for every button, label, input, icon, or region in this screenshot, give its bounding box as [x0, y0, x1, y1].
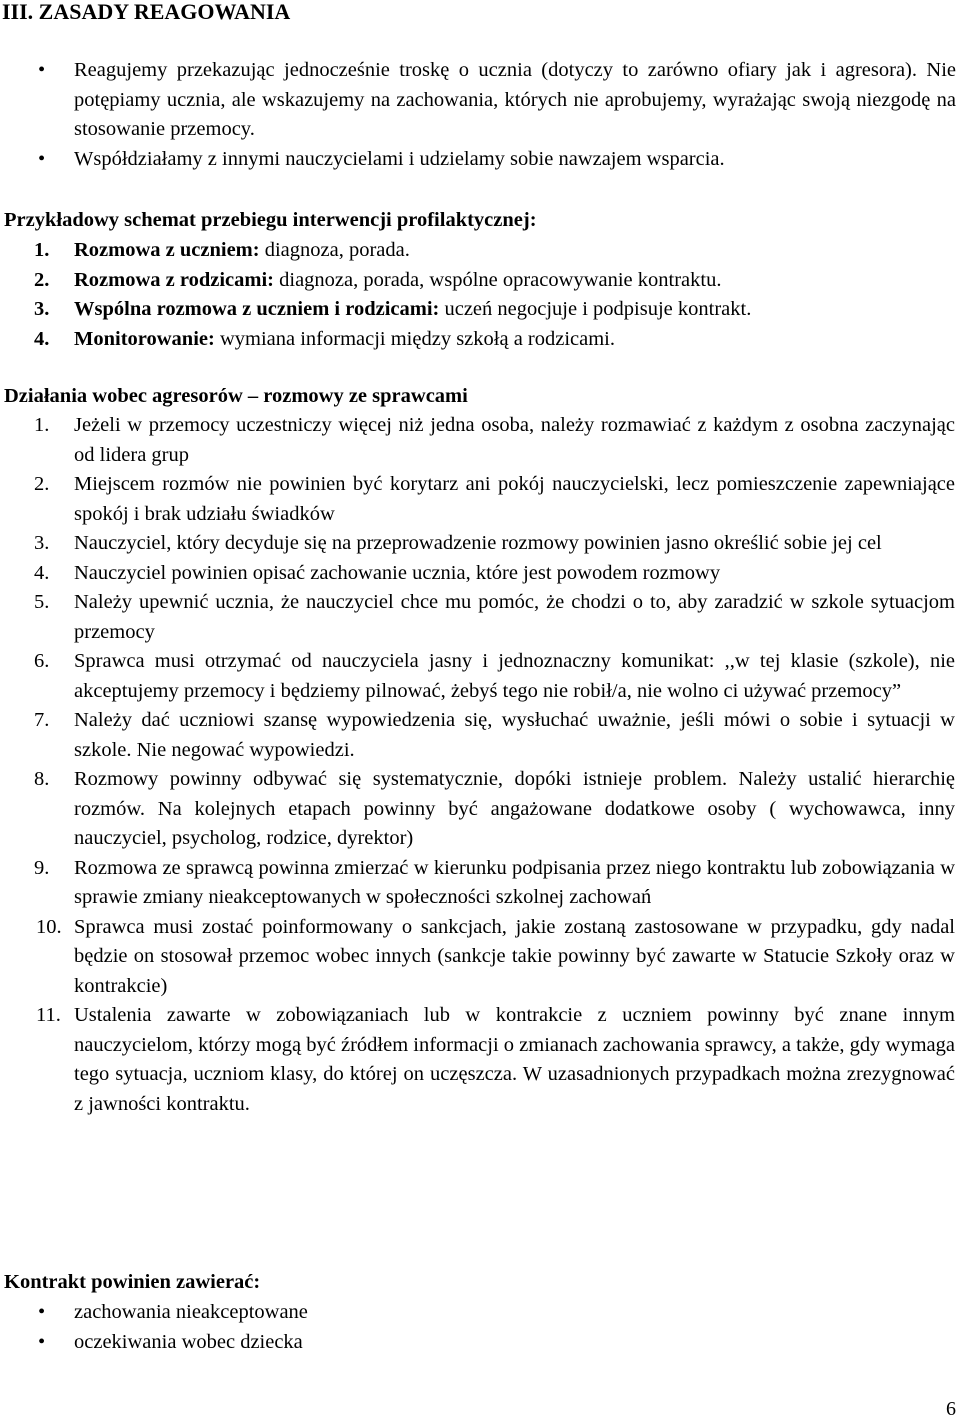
list-item	[4, 470, 955, 529]
step-label: Monitorowanie:	[74, 327, 215, 350]
list-item	[4, 647, 955, 706]
list-item	[4, 411, 955, 470]
list-item: • oczekiwania wobec dziecka	[38, 1327, 308, 1357]
list-item	[4, 559, 955, 589]
item-number: 4.	[34, 327, 50, 350]
list-item: • Reagujemy przekazując jednocześnie troskę o ucznia (dotyczy to zarówno ofiary jak i agresora). Nie potępiamy ucznia, ale wskazujemy na zachowania, których nie aprobujemy, wyrażając swoją niezgodę na stosowanie przemocy.	[38, 56, 956, 145]
item-number: 1.	[34, 414, 50, 436]
item-text: Należy dać uczniowi szansę wypowiedzenia się, wysłuchać uważnie, jeśli mówi o sobie i sytuacji w szkole. Nie negować wypowiedzi.	[74, 709, 955, 761]
list-item	[4, 765, 955, 854]
section-heading: III. ZASADY REAGOWANIA	[2, 0, 291, 24]
list-item	[4, 854, 955, 913]
list-item	[4, 325, 954, 355]
item-text: Należy upewnić ucznia, że nauczyciel chce mu pomóc, że chodzi o to, aby zaradzić w szkole sytuacjom przemocy	[74, 591, 955, 643]
list-item	[4, 236, 954, 266]
contract-list	[38, 1297, 308, 1357]
step-label: Wspólna rozmowa z uczniem i rodzicami:	[74, 298, 440, 320]
contract-title: Kontrakt powinien zawierać:	[4, 1271, 261, 1293]
list-item	[4, 706, 955, 765]
actions-title: Działania wobec agresorów – rozmowy ze sprawcami	[4, 385, 468, 407]
item-number: 11.	[36, 1004, 61, 1026]
list-item	[4, 529, 955, 559]
intervention-steps	[4, 236, 954, 354]
intervention-title: Przykładowy schemat przebiegu interwencji profilaktycznej:	[4, 209, 537, 231]
item-number: 10.	[36, 915, 62, 938]
item-text: Jeżeli w przemocy uczestniczy więcej niż jedna osoba, należy rozmawiać z każdym z osobna zaczynając od lidera grup	[74, 414, 955, 466]
item-text: Miejscem rozmów nie powinien być korytarz ani pokój nauczycielski, lecz pomieszczenie zapewniające spokój i brak udziału świadków	[74, 473, 955, 525]
list-item	[4, 266, 954, 296]
item-text: Nauczyciel powinien opisać zachowanie ucznia, które jest powodem rozmowy	[74, 561, 721, 584]
step-label: Rozmowa z uczniem:	[74, 239, 260, 261]
item-text: Sprawca musi zostać poinformowany o sankcjach, jakie zostaną zastosowane w przypadku, gdy nadal będzie on stosował przemoc wobec innych (sankcje takie powinny być zawarte w Statucie Szkoły oraz w kontrakcie)	[74, 915, 955, 997]
step-text: diagnoza, porada.	[259, 239, 410, 261]
item-text: Nauczyciel, który decyduje się na przeprowadzenie rozmowy powinien jasno określić sobie jej cel	[74, 532, 882, 554]
page-number: 6	[946, 1398, 956, 1420]
principles-list	[38, 56, 956, 174]
item-number: 7.	[34, 709, 50, 731]
item-text: Ustalenia zawarte w zobowiązaniach lub w kontrakcie z uczniem powinny być znane innym nauczycielom, którzy mogą być źródłem informacji o zmianach zachowania sprawcy, a także, gdy wymaga tego sytuacja, uczniom klasy, do której on uczęszcza. W uzasadnionych przypadkach można zrezygnować z jawności kontraktu.	[74, 1004, 955, 1115]
item-number: 8.	[34, 768, 50, 790]
actions-list	[4, 411, 955, 1119]
item-text: Rozmowa ze sprawcą powinna zmierzać w kierunku podpisania przez niego kontraktu lub zobowiązania w sprawie zmiany nieakceptowanych w społeczności szkolnej zachowań	[74, 856, 955, 908]
list-item	[4, 1001, 955, 1119]
item-number: 4.	[34, 561, 50, 584]
item-number: 9.	[34, 856, 50, 879]
item-number: 3.	[34, 298, 50, 320]
item-number: 1.	[34, 239, 50, 261]
list-item	[4, 913, 955, 1002]
list-item: • zachowania nieakceptowane	[38, 1297, 308, 1327]
step-text: diagnoza, porada, wspólne opracowywanie kontraktu.	[274, 268, 722, 291]
item-text: Rozmowy powinny odbywać się systematycznie, dopóki istnieje problem. Należy ustalić hierarchię rozmów. Na kolejnych etapach powinny być angażowane dodatkowe osoby ( wychowawca, inny nauczyciel, psycholog, rodzice, dyrektor)	[74, 768, 955, 849]
list-item	[4, 588, 955, 647]
item-number: 2.	[34, 473, 50, 495]
step-text: uczeń negocjuje i podpisuje kontrakt.	[439, 298, 752, 320]
item-number: 5.	[34, 591, 50, 613]
list-item: • Współdziałamy z innymi nauczycielami i udzielamy sobie nawzajem wsparcia.	[38, 145, 956, 175]
step-text: wymiana informacji między szkołą a rodzicami.	[214, 327, 615, 350]
item-number: 2.	[34, 268, 50, 291]
item-text: Sprawca musi otrzymać od nauczyciela jasny i jednoznaczny komunikat: ,,w tej klasie (szkole), nie akceptujemy przemocy i będziemy pilnować, żebyś tego nie robił/a, nie wolno ci używać przemocy”	[74, 650, 955, 702]
item-number: 3.	[34, 532, 50, 554]
item-number: 6.	[34, 650, 50, 672]
step-label: Rozmowa z rodzicami:	[74, 268, 275, 291]
list-item	[4, 295, 954, 325]
